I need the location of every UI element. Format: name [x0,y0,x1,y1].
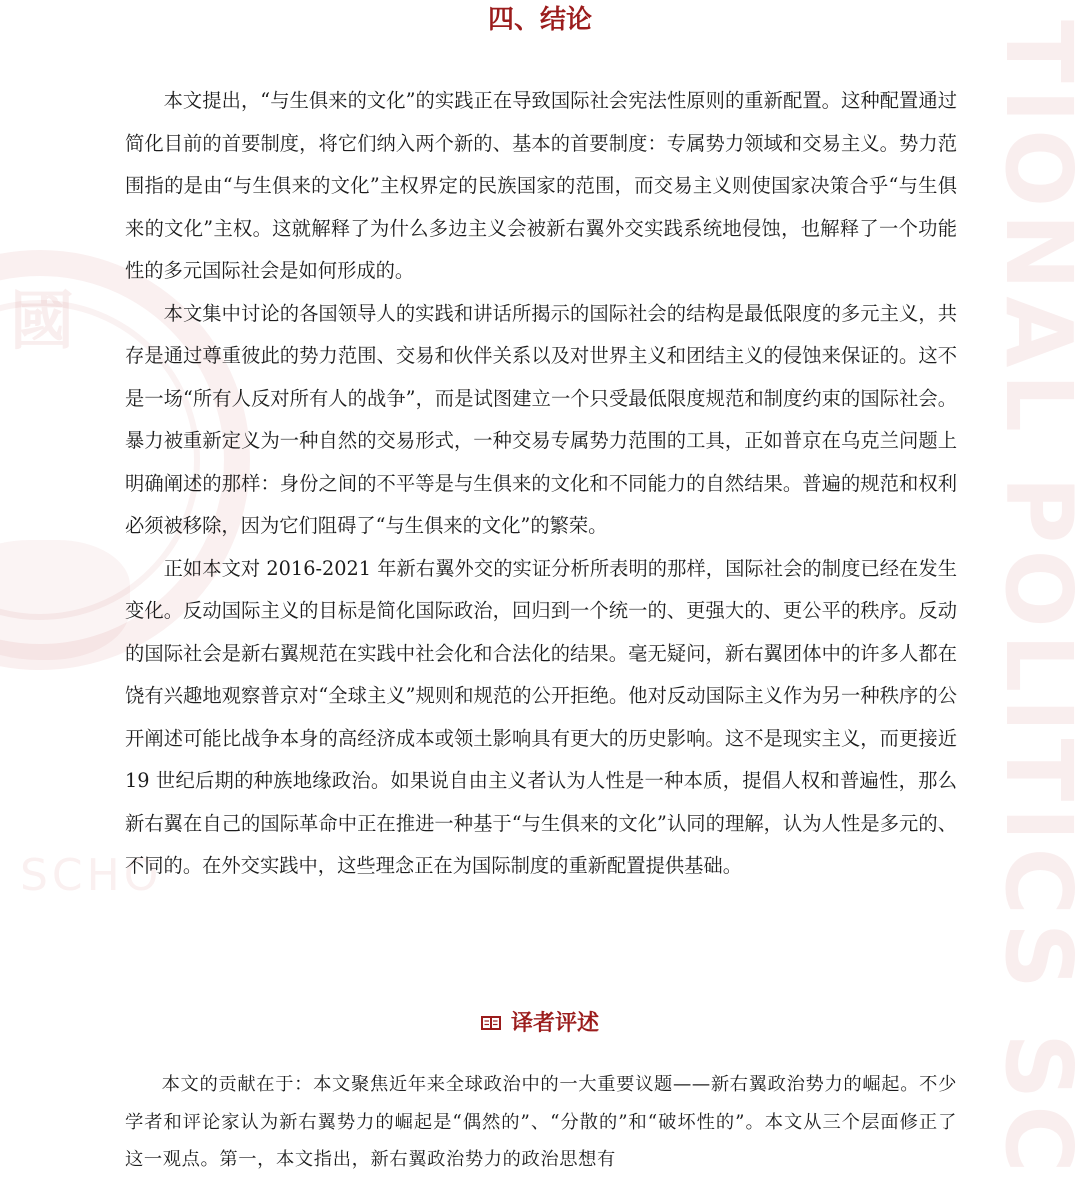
review-body [125,1066,957,1179]
vertical-watermark [985,20,1092,1179]
review-title: 译者评述 [510,1011,599,1036]
review-paragraph: 本文的贡献在于：本文聚焦近年来全球政治中的一大重要议题——新右翼政治势力的崛起。不少学者和评论家认为新右翼势力的崛起是“偶然的”、“分散的”和“破坏性的”。本文从三个层面修正了这一观点。第一，本文指出，新右翼政治势力的政治思想有 [125,1074,957,1170]
paragraph-3: 正如本文对 2016-2021 年新右翼外交的实证分析所表明的那样，国际社会的制度已经在发生变化。反动国际主义的目标是简化国际政治，回归到一个统一的、更强大的、更公平的秩序。反动的国际社会是新右翼规范在实践中社会化和合法化的结果。毫无疑问，新右翼团体中的许多人都在饶有兴趣地观察普京对“全球主义”规则和规范的公开拒绝。他对反动国际主义作为另一种秩序的公开阐述可能比战争本身的高经济成本或领土影响具有更大的历史影响。这不是现实主义，而更接近 19 世纪后期的种族地缘政治。如果说自由主义者认为人性是一种本质，提倡人权和普遍性，那么新右翼在自己的国际革命中正在推进一种基于“与生俱来的文化”认同的理解，认为人性是多元的、不同的。在外交实践中，这些理念正在为国际制度的重新配置提供基础。 [125,556,957,877]
paragraph-2: 本文集中讨论的各国领导人的实践和讲话所揭示的国际社会的结构是最低限度的多元主义，共存是通过尊重彼此的势力范围、交易和伙伴关系以及对世界主义和团结主义的侵蚀来保证的。这不是一场“所有人反对所有人的战争”，而是试图建立一个只受最低限度规范和制度约束的国际社会。暴力被重新定义为一种自然的交易形式，一种交易专属势力范围的工具，正如普京在乌克兰问题上明确阐述的那样：身份之间的不平等是与生俱来的文化和不同能力的自然结果。普遍的规范和权利必须被移除，因为它们阻碍了“与生俱来的文化”的繁荣。 [125,301,957,537]
paragraph-1: 本文提出，“与生俱来的文化”的实践正在导致国际社会宪法性原则的重新配置。这种配置通过简化目前的首要制度，将它们纳入两个新的、基本的首要制度：专属势力领域和交易主义。势力范围指的是由“与生俱来的文化”主权界定的民族国家的范围，而交易主义则使国家决策合乎“与生俱来的文化”主权。这就解释了为什么多边主义会被新右翼外交实践系统地侵蚀，也解释了一个功能性的多元国际社会是如何形成的。 [125,89,957,282]
vertical-watermark-text: TIONAL POLITICS SC [985,20,1092,1179]
section-title: 四、结论 [487,5,592,35]
watermark-seal-text: SCHO [20,850,163,901]
conclusion-body [125,80,957,888]
book-icon [481,1015,501,1031]
watermark-seal-glyph: 國 [10,284,74,359]
review-heading [0,1008,1080,1040]
